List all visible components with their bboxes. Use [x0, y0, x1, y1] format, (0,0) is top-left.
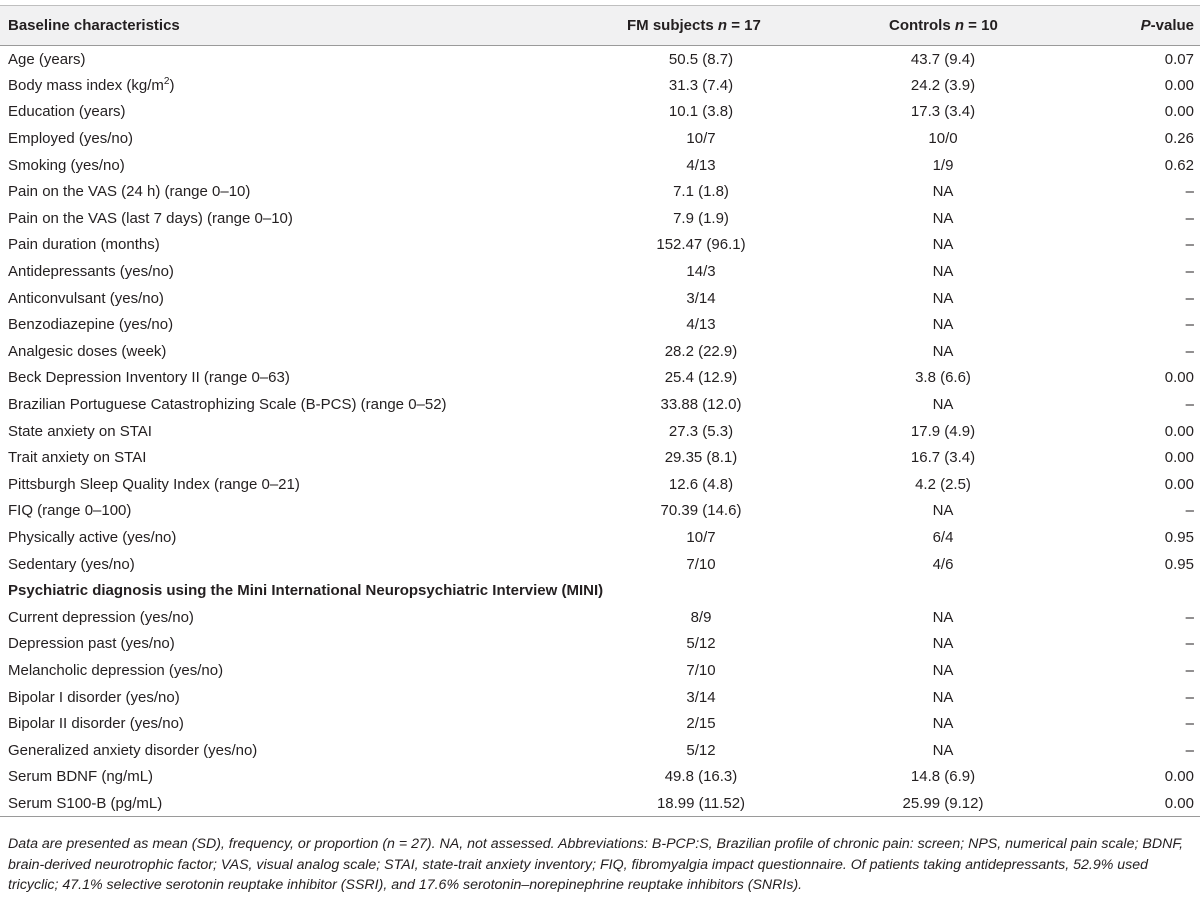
row-label-text: Bipolar I disorder (yes/no): [8, 688, 180, 706]
table-row: [0, 604, 1200, 631]
p-value: –: [1185, 741, 1194, 759]
p-value: 0.00: [1164, 103, 1194, 121]
row-label: [0, 338, 555, 365]
header-p: P: [1140, 17, 1151, 34]
controls-value: NA: [932, 635, 954, 653]
p-value: –: [1185, 209, 1194, 227]
controls-value: 14.8 (6.9): [910, 768, 976, 786]
table-footnote: Data are presented as mean (SD), frequency, or proportion (n = 27). NA, not assessed. Abbreviations: B-PCP:S, Brazilian profile of chronic pain: screen; NPS, numerical pain scale; BDNF, brain-derived neurotrophic factor; VAS, visual analog scale; STAI, state-trait anxiety inventory; FIQ, fibromyalgia impact questionnaire. Of patients taking antidepressants, 52.9% used tricyclic; 47.1% selective serotonin reuptake inhibitor (SSRI), and 17.6% serotonin–norepinephrine reuptake inhibitors (SNRIs).: [8, 836, 1184, 893]
row-label: [0, 72, 555, 99]
controls-value: 6/4: [932, 528, 954, 546]
row-label-text: Pain on the VAS (last 7 days) (range 0–10): [8, 209, 293, 227]
p-value: –: [1185, 688, 1194, 706]
row-label: [0, 524, 555, 551]
header-fm-subjects: [555, 6, 787, 46]
row-label: [0, 152, 555, 179]
row-label-text: State anxiety on STAI: [8, 422, 152, 440]
table-row: [0, 524, 1200, 551]
table-row: [0, 684, 1200, 711]
row-label: [0, 444, 555, 471]
header-fm-prefix: FM subjects: [627, 17, 718, 34]
p-value: –: [1185, 715, 1194, 733]
controls-value: NA: [932, 396, 954, 414]
row-label-text: Antidepressants (yes/no): [8, 263, 174, 281]
table-row: [0, 790, 1200, 817]
row-label-text: Serum S100-B (pg/mL): [8, 794, 163, 812]
row-label: [0, 418, 555, 445]
row-label-text: Analgesic doses (week): [8, 342, 167, 360]
p-value: 0.26: [1164, 130, 1194, 148]
baseline-characteristics-table: [0, 5, 1200, 817]
fm-subjects-value: 10.1 (3.8): [668, 103, 734, 121]
row-label: [0, 46, 555, 73]
p-value: 0.00: [1164, 794, 1194, 812]
fm-subjects-value: 14/3: [686, 263, 716, 281]
fm-subjects-value: 2/15: [686, 715, 716, 733]
fm-subjects-value: 8/9: [690, 608, 712, 626]
table-row: [0, 657, 1200, 684]
row-label: [0, 471, 555, 498]
p-value: –: [1185, 502, 1194, 520]
table-row: [0, 152, 1200, 179]
controls-value: 16.7 (3.4): [910, 449, 976, 467]
table-row: [0, 258, 1200, 285]
row-label: [0, 710, 555, 737]
fm-subjects-value: 50.5 (8.7): [668, 50, 734, 68]
header-ctl-n: n: [954, 17, 965, 34]
controls-value: NA: [932, 661, 954, 679]
row-label-text: Sedentary (yes/no): [8, 555, 135, 573]
row-label-text: Bipolar II disorder (yes/no): [8, 715, 184, 733]
table-row: [0, 444, 1200, 471]
controls-value: NA: [932, 502, 954, 520]
fm-subjects-value: 33.88 (12.0): [660, 396, 742, 414]
row-label: [0, 311, 555, 338]
p-value: 0.00: [1164, 76, 1194, 94]
row-label: [0, 604, 555, 631]
controls-value: NA: [932, 342, 954, 360]
row-label: [0, 125, 555, 152]
table-row: [0, 285, 1200, 312]
controls-value: NA: [932, 209, 954, 227]
p-value: –: [1185, 263, 1194, 281]
row-label: [0, 498, 555, 525]
p-value: 0.00: [1164, 422, 1194, 440]
row-label-text: Beck Depression Inventory II (range 0–63): [8, 369, 290, 387]
controls-value: 1/9: [932, 156, 954, 174]
row-label: [0, 232, 555, 259]
fm-subjects-value: 49.8 (16.3): [664, 768, 738, 786]
controls-value: NA: [932, 236, 954, 254]
fm-subjects-value: 7/10: [686, 661, 716, 679]
header-controls: [787, 6, 1069, 46]
fm-subjects-value: 28.2 (22.9): [664, 342, 738, 360]
fm-subjects-value: 3/14: [686, 289, 716, 307]
row-label: [0, 790, 555, 817]
row-label: [0, 99, 555, 126]
row-label: [0, 391, 555, 418]
controls-value: NA: [932, 183, 954, 201]
p-value: 0.00: [1164, 449, 1194, 467]
p-value: 0.07: [1164, 50, 1194, 68]
controls-value: 10/0: [928, 130, 958, 148]
table-row: [0, 125, 1200, 152]
fm-subjects-value: 7.1 (1.8): [673, 183, 729, 201]
table-header: [0, 6, 1200, 46]
controls-value: NA: [932, 608, 954, 626]
row-label-text: Melancholic depression (yes/no): [8, 661, 224, 679]
table-row: [0, 46, 1200, 73]
fm-subjects-value: 18.99 (11.52): [656, 794, 746, 812]
controls-value: 4.2 (2.5): [915, 475, 971, 493]
table-row: [0, 631, 1200, 658]
p-value: –: [1185, 236, 1194, 254]
table-row: [0, 178, 1200, 205]
p-value: –: [1185, 635, 1194, 653]
row-label-text: Physically active (yes/no): [8, 528, 177, 546]
header-ctl-prefix: Controls: [889, 17, 955, 34]
row-label-text: Pain on the VAS (24 h) (range 0–10): [8, 183, 251, 201]
table-row: [0, 205, 1200, 232]
p-value: –: [1185, 342, 1194, 360]
row-label-text: Trait anxiety on STAI: [8, 449, 147, 467]
controls-value: NA: [932, 289, 954, 307]
row-label-text: FIQ (range 0–100): [8, 502, 132, 520]
row-label-superscript: 2: [163, 75, 170, 87]
fm-subjects-value: 27.3 (5.3): [668, 422, 734, 440]
p-value: 0.95: [1164, 528, 1194, 546]
row-label: [0, 737, 555, 764]
row-label: [0, 365, 555, 392]
table-row: [0, 99, 1200, 126]
row-label-text: Smoking (yes/no): [8, 156, 125, 174]
header-ctl-suffix: = 10: [964, 17, 998, 34]
row-label: [0, 657, 555, 684]
header-p-value: [1069, 6, 1200, 46]
header-row: [0, 6, 1200, 46]
p-value: 0.00: [1164, 768, 1194, 786]
p-value: –: [1185, 183, 1194, 201]
row-label-text: Depression past (yes/no): [8, 635, 175, 653]
row-label-text: Age (years): [8, 50, 86, 68]
table-row: [0, 471, 1200, 498]
row-label-text: Anticonvulsant (yes/no): [8, 289, 164, 307]
table-row: [0, 311, 1200, 338]
section-row: [0, 577, 1200, 604]
fm-subjects-value: 4/13: [686, 156, 716, 174]
row-label: [0, 631, 555, 658]
row-label-text: Generalized anxiety disorder (yes/no): [8, 741, 258, 759]
fm-subjects-value: 10/7: [686, 130, 716, 148]
row-label-text: Pain duration (months): [8, 236, 160, 254]
row-label: [0, 178, 555, 205]
table-row: [0, 232, 1200, 259]
controls-value: NA: [932, 688, 954, 706]
fm-subjects-value: 7/10: [686, 555, 716, 573]
table-row: [0, 365, 1200, 392]
controls-value: 4/6: [932, 555, 954, 573]
table-row: [0, 764, 1200, 791]
header-p-suffix: -value: [1150, 17, 1194, 34]
fm-subjects-value: 5/12: [686, 635, 716, 653]
controls-value: 24.2 (3.9): [910, 76, 976, 94]
row-label-text: Education (years): [8, 103, 126, 121]
controls-value: 25.99 (9.12): [902, 794, 984, 812]
fm-subjects-value: 3/14: [686, 688, 716, 706]
row-label-text: Current depression (yes/no): [8, 608, 194, 626]
header-characteristic: Baseline characteristics: [8, 17, 180, 34]
row-label: [0, 764, 555, 791]
controls-value: 17.9 (4.9): [910, 422, 976, 440]
table-row: [0, 737, 1200, 764]
row-label-text: Pittsburgh Sleep Quality Index (range 0–21): [8, 475, 300, 493]
table-row: [0, 418, 1200, 445]
row-label-text: Body mass index (kg/m: [8, 76, 164, 94]
table-row: [0, 710, 1200, 737]
fm-subjects-value: 152.47 (96.1): [656, 236, 746, 254]
row-label-tail: ): [169, 76, 175, 94]
fm-subjects-value: 10/7: [686, 528, 716, 546]
p-value: –: [1185, 396, 1194, 414]
row-label-text: Brazilian Portuguese Catastrophizing Scale (B-PCS) (range 0–52): [8, 396, 447, 414]
fm-subjects-value: 29.35 (8.1): [664, 449, 738, 467]
controls-value: NA: [932, 741, 954, 759]
row-label-text: Benzodiazepine (yes/no): [8, 316, 174, 334]
p-value: –: [1185, 316, 1194, 334]
table-row: [0, 551, 1200, 578]
table-row: [0, 72, 1200, 99]
p-value: 0.62: [1164, 156, 1194, 174]
table-body: [0, 46, 1200, 817]
header-fm-suffix: = 17: [727, 17, 761, 34]
row-label: [0, 684, 555, 711]
p-value: –: [1185, 608, 1194, 626]
table-row: [0, 338, 1200, 365]
fm-subjects-value: 5/12: [686, 741, 716, 759]
row-label: [0, 551, 555, 578]
row-label-text: Employed (yes/no): [8, 130, 134, 148]
fm-subjects-value: 70.39 (14.6): [660, 502, 742, 520]
controls-value: 43.7 (9.4): [910, 50, 976, 68]
controls-value: NA: [932, 316, 954, 334]
controls-value: 3.8 (6.6): [915, 369, 971, 387]
fm-subjects-value: 12.6 (4.8): [668, 475, 734, 493]
p-value: 0.00: [1164, 369, 1194, 387]
row-label: [0, 285, 555, 312]
fm-subjects-value: 25.4 (12.9): [664, 369, 738, 387]
controls-value: NA: [932, 715, 954, 733]
p-value: 0.00: [1164, 475, 1194, 493]
header-fm-n: n: [717, 17, 728, 34]
table-row: [0, 498, 1200, 525]
table-row: [0, 391, 1200, 418]
p-value: –: [1185, 661, 1194, 679]
fm-subjects-value: 31.3 (7.4): [668, 76, 734, 94]
row-label: [0, 258, 555, 285]
p-value: –: [1185, 289, 1194, 307]
controls-value: 17.3 (3.4): [910, 103, 976, 121]
fm-subjects-value: 7.9 (1.9): [673, 209, 729, 227]
row-label-text: Serum BDNF (ng/mL): [8, 768, 154, 786]
controls-value: NA: [932, 263, 954, 281]
fm-subjects-value: 4/13: [686, 316, 716, 334]
row-label: [0, 205, 555, 232]
section-heading: Psychiatric diagnosis using the Mini International Neuropsychiatric Interview (MINI): [8, 582, 604, 600]
p-value: 0.95: [1164, 555, 1194, 573]
